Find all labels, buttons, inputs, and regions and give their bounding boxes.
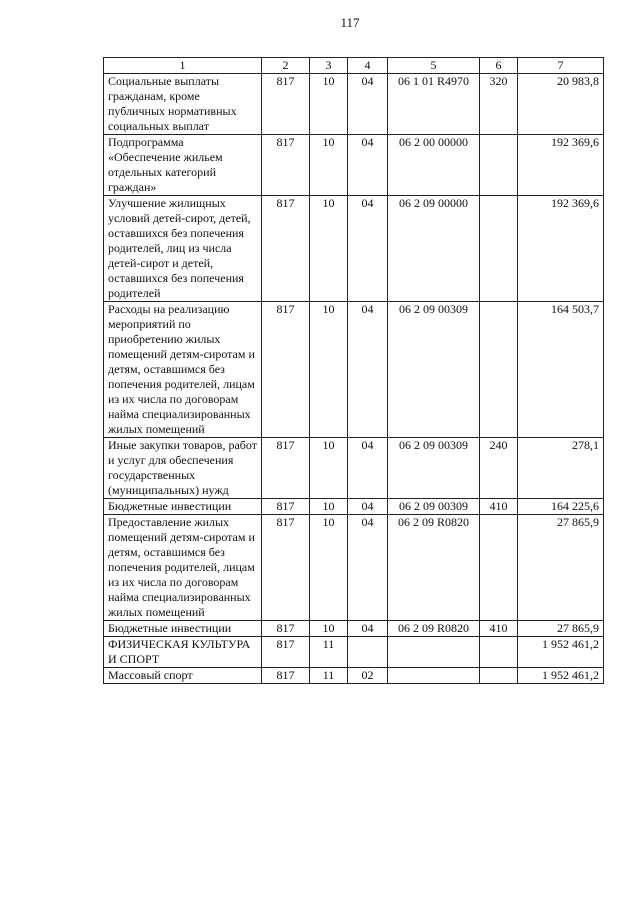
cell-name: Социальные выплаты гражданам, кроме публичных нормативных социальных выплат bbox=[104, 74, 262, 135]
cell-amount: 27 865,9 bbox=[518, 515, 604, 621]
cell-subsection: 04 bbox=[348, 74, 388, 135]
cell-amount: 278,1 bbox=[518, 438, 604, 499]
cell-kind: 240 bbox=[480, 438, 518, 499]
table-row bbox=[104, 637, 604, 668]
cell-target: 06 2 09 R0820 bbox=[388, 515, 480, 621]
cell-target: 06 2 00 00000 bbox=[388, 135, 480, 196]
cell-subsection: 04 bbox=[348, 302, 388, 438]
cell-kind bbox=[480, 196, 518, 302]
cell-section: 10 bbox=[310, 74, 348, 135]
cell-amount: 164 503,7 bbox=[518, 302, 604, 438]
cell-amount: 27 865,9 bbox=[518, 621, 604, 637]
cell-code: 817 bbox=[262, 438, 310, 499]
cell-name: Бюджетные инвестиции bbox=[104, 621, 262, 637]
cell-subsection: 04 bbox=[348, 621, 388, 637]
cell-amount: 1 952 461,2 bbox=[518, 668, 604, 684]
cell-name: ФИЗИЧЕСКАЯ КУЛЬТУРА И СПОРТ bbox=[104, 637, 262, 668]
header-cell: 1 bbox=[104, 58, 262, 74]
cell-name: Массовый спорт bbox=[104, 668, 262, 684]
cell-name: Бюджетные инвестиции bbox=[104, 499, 262, 515]
cell-section: 10 bbox=[310, 515, 348, 621]
cell-code: 817 bbox=[262, 135, 310, 196]
cell-kind bbox=[480, 515, 518, 621]
cell-subsection: 04 bbox=[348, 135, 388, 196]
cell-name: Подпрограмма «Обеспечение жильем отдельных категорий граждан» bbox=[104, 135, 262, 196]
cell-amount: 20 983,8 bbox=[518, 74, 604, 135]
cell-code: 817 bbox=[262, 302, 310, 438]
header-cell: 5 bbox=[388, 58, 480, 74]
table-row bbox=[104, 438, 604, 499]
cell-name: Иные закупки товаров, работ и услуг для обеспечения государственных (муниципальных) нужд bbox=[104, 438, 262, 499]
cell-target: 06 2 09 00309 bbox=[388, 438, 480, 499]
cell-code: 817 bbox=[262, 499, 310, 515]
cell-target: 06 2 09 R0820 bbox=[388, 621, 480, 637]
cell-code: 817 bbox=[262, 196, 310, 302]
header-cell: 2 bbox=[262, 58, 310, 74]
cell-amount: 192 369,6 bbox=[518, 135, 604, 196]
cell-section: 10 bbox=[310, 135, 348, 196]
cell-target: 06 2 09 00309 bbox=[388, 499, 480, 515]
table-row bbox=[104, 499, 604, 515]
cell-subsection: 02 bbox=[348, 668, 388, 684]
cell-kind bbox=[480, 637, 518, 668]
cell-section: 10 bbox=[310, 621, 348, 637]
cell-target: 06 2 09 00309 bbox=[388, 302, 480, 438]
cell-subsection bbox=[348, 637, 388, 668]
cell-kind bbox=[480, 302, 518, 438]
cell-section: 10 bbox=[310, 196, 348, 302]
table-row bbox=[104, 668, 604, 684]
page-number: 117 bbox=[340, 15, 360, 30]
cell-kind bbox=[480, 668, 518, 684]
table-row bbox=[104, 621, 604, 637]
cell-kind: 320 bbox=[480, 74, 518, 135]
header-cell: 4 bbox=[348, 58, 388, 74]
cell-subsection: 04 bbox=[348, 499, 388, 515]
table-row bbox=[104, 302, 604, 438]
cell-name: Предоставление жилых помещений детям-сиротам и детям, оставшимся без попечения родителей, лицам из их числа по договорам найма специализированных жилых помещений bbox=[104, 515, 262, 621]
cell-kind bbox=[480, 135, 518, 196]
cell-amount: 164 225,6 bbox=[518, 499, 604, 515]
cell-section: 11 bbox=[310, 668, 348, 684]
cell-amount: 192 369,6 bbox=[518, 196, 604, 302]
cell-target bbox=[388, 668, 480, 684]
cell-target: 06 1 01 R4970 bbox=[388, 74, 480, 135]
header-cell: 3 bbox=[310, 58, 348, 74]
cell-target: 06 2 09 00000 bbox=[388, 196, 480, 302]
cell-section: 11 bbox=[310, 637, 348, 668]
table-row bbox=[104, 135, 604, 196]
cell-code: 817 bbox=[262, 515, 310, 621]
header-cell: 7 bbox=[518, 58, 604, 74]
cell-section: 10 bbox=[310, 438, 348, 499]
table-row bbox=[104, 196, 604, 302]
cell-section: 10 bbox=[310, 302, 348, 438]
cell-name: Улучшение жилищных условий детей-сирот, детей, оставшихся без попечения родителей, лиц из числа детей-сирот и детей, оставшихся без попечения родителей bbox=[104, 196, 262, 302]
cell-section: 10 bbox=[310, 499, 348, 515]
cell-target bbox=[388, 637, 480, 668]
cell-code: 817 bbox=[262, 668, 310, 684]
cell-kind: 410 bbox=[480, 621, 518, 637]
cell-name: Расходы на реализацию мероприятий по приобретению жилых помещений детям-сиротам и детям, оставшимся без попечения родителей, лицам из их числа по договорам найма специализированных жилых помещений bbox=[104, 302, 262, 438]
header-cell: 6 bbox=[480, 58, 518, 74]
cell-code: 817 bbox=[262, 74, 310, 135]
table-header-row bbox=[104, 58, 604, 74]
cell-subsection: 04 bbox=[348, 515, 388, 621]
cell-code: 817 bbox=[262, 621, 310, 637]
cell-subsection: 04 bbox=[348, 196, 388, 302]
cell-subsection: 04 bbox=[348, 438, 388, 499]
budget-table bbox=[103, 57, 604, 684]
table-row bbox=[104, 515, 604, 621]
cell-amount: 1 952 461,2 bbox=[518, 637, 604, 668]
cell-kind: 410 bbox=[480, 499, 518, 515]
table-row bbox=[104, 74, 604, 135]
cell-code: 817 bbox=[262, 637, 310, 668]
